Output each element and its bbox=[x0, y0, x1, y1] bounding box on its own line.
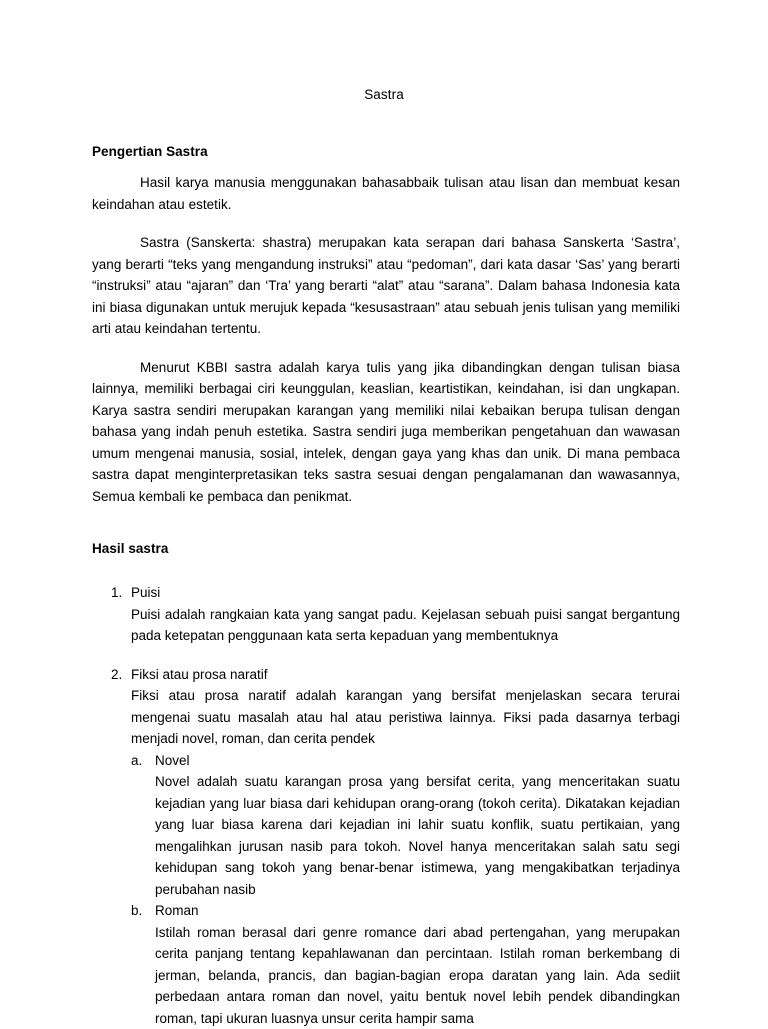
list-item bbox=[131, 900, 680, 1029]
sublist-item-body: Istilah roman berasal dari genre romance dari abad pertengahan, yang merupakan cerita panjang tentang kepahlawanan dan percintaan. Istilah roman berkembang di jerman, belanda, prancis, dan bagian-bagian eropa daratan yang lain. Ada sediit perbedaan antara roman dan novel, yaitu bentuk novel lebih pendek dibandingkan roman, tapi ukuran luasnya unsur cerita hampir sama bbox=[155, 922, 680, 1029]
list-item bbox=[92, 582, 680, 647]
paragraph-definisi-umum: Hasil karya manusia menggunakan bahasabbaik tulisan atau lisan dan membuat kesan keindahan atau estetik. bbox=[92, 172, 680, 215]
sublist-marker: b. bbox=[131, 900, 151, 922]
paragraph-asal-kata-sanskerta: Sastra (Sanskerta: shastra) merupakan kata serapan dari bahasa Sanskerta ‘Sastra’, yang berarti “teks yang mengandung instruksi” atau “pedoman”, dari kata dasar ‘Sas’ yang berarti “instruksi” atau “ajaran” dan ‘Tra’ yang berarti “alat” atau “sarana”. Dalam bahasa Indonesia kata ini biasa digunakan untuk merujuk kepada “kesusastraan” atau sebuah jenis tulisan yang memiliki arti atau keindahan tertentu. bbox=[92, 232, 680, 340]
list-marker: 1. bbox=[111, 582, 129, 604]
spacer bbox=[92, 103, 680, 143]
sublist-marker: a. bbox=[131, 750, 151, 772]
list-item-title: Puisi bbox=[131, 582, 680, 604]
spacer bbox=[92, 558, 680, 582]
hasil-sastra-list bbox=[92, 582, 680, 1029]
section-heading-hasil-sastra: Hasil sastra bbox=[92, 540, 680, 558]
list-item-title: Fiksi atau prosa naratif bbox=[131, 664, 680, 686]
paragraph-menurut-kbbi: Menurut KBBI sastra adalah karya tulis yang jika dibandingkan dengan tulisan biasa lainnya, memiliki berbagai ciri keunggulan, keaslian, keartistikan, keindahan, isi dan ungkapan. Karya sastra sendiri merupakan karangan yang memiliki nilai kebaikan berupa tulisan dengan bahasa yang indah penuh estetika. Sastra sendiri juga memberikan pengetahuan dan wawasan umum mengenai manusia, sosial, intelek, dengan gaya yang khas dan unik. Di mana pembaca sastra dapat menginterpretasikan teks sastra sesuai dengan pengalamanan dan wawasannya, Semua kembali ke pembaca dan penikmat. bbox=[92, 357, 680, 508]
list-item-body: Puisi adalah rangkaian kata yang sangat padu. Kejelasan sebuah puisi sangat bergantung pada ketepatan penggunaan kata serta kepaduan yang membentuknya bbox=[131, 604, 680, 647]
spacer bbox=[92, 340, 680, 357]
spacer bbox=[92, 507, 680, 540]
fiksi-sublist bbox=[131, 750, 680, 1029]
sublist-item-title: Roman bbox=[155, 900, 680, 922]
spacer bbox=[92, 215, 680, 232]
sublist-item-title: Novel bbox=[155, 750, 680, 772]
document-title: Sastra bbox=[92, 86, 680, 103]
list-marker: 2. bbox=[111, 664, 129, 686]
sublist-item-body: Novel adalah suatu karangan prosa yang bersifat cerita, yang menceritakan suatu kejadian yang luar biasa dari kehidupan orang-orang (tokoh cerita). Dikatakan kejadian yang luar biasa karena dari kejadian ini lahir suatu konflik, suatu pertikaian, yang mengalihkan jurusan nasib para tokoh. Novel hanya menceritakan salah satu segi kehidupan sang tokoh yang benar-benar istimewa, yang mengakibatkan terjadinya perubahan nasib bbox=[155, 771, 680, 900]
list-item bbox=[92, 664, 680, 1029]
spacer bbox=[92, 161, 680, 172]
list-item-body: Fiksi atau prosa naratif adalah karangan yang bersifat menjelaskan secara terurai mengenai suatu masalah atau hal atau peristiwa lainnya. Fiksi pada dasarnya terbagi menjadi novel, roman, dan cerita pendek bbox=[131, 685, 680, 750]
list-item bbox=[131, 750, 680, 901]
section-heading-pengertian-sastra: Pengertian Sastra bbox=[92, 143, 680, 161]
